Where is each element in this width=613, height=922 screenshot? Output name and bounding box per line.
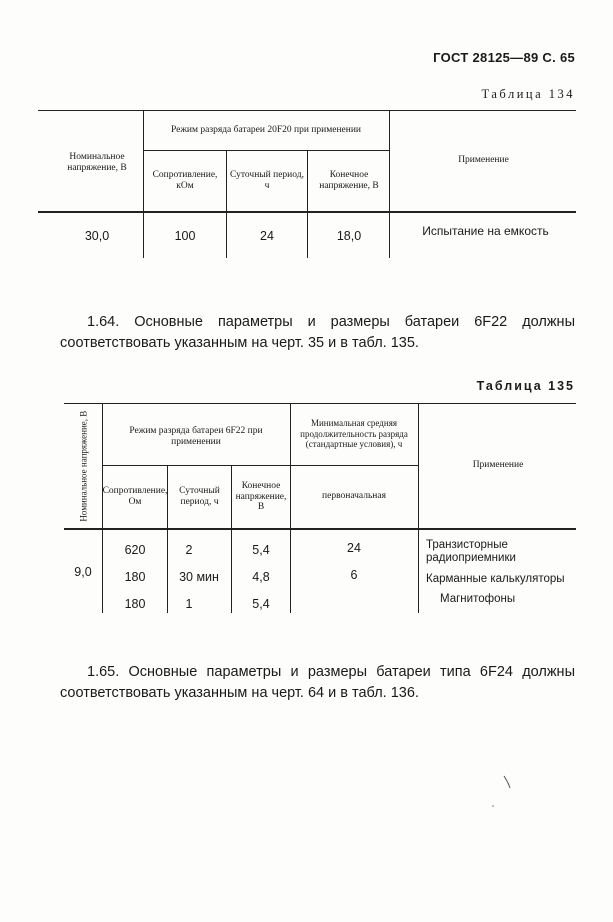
t134-cell-final-voltage: 18,0 xyxy=(336,228,362,243)
t135-r3-period: 1 xyxy=(185,596,193,611)
t134-cell-application: Испытание на емкость xyxy=(422,224,549,239)
t135-r3-application: Магнитофоны xyxy=(440,593,516,606)
table-135-caption: Таблица 135 xyxy=(476,379,575,393)
t134-header-nominal: Номинальное напряжение, В xyxy=(67,151,127,173)
t135-header-period: Суточный период, ч xyxy=(179,486,220,507)
t135-r2-duration: 6 xyxy=(350,567,358,582)
t135-r2-final-voltage: 4,8 xyxy=(252,569,270,584)
t135-header-nominal xyxy=(64,403,102,529)
t135-header-final-voltage: Конечное напряжение, В xyxy=(235,480,287,513)
t135-header-initial: первоначальная xyxy=(322,490,386,501)
t135-cell-nominal: 9,0 xyxy=(74,564,92,579)
paragraph-1-65: 1.65. Основные параметры и размеры батареи типа 6F24 должны соответствовать указанным на черт. 64 и в табл. 136. xyxy=(60,664,575,701)
scan-speck xyxy=(490,772,520,812)
t135-header-nominal-text: Номинальное напряжение, В xyxy=(77,410,88,522)
t135-header-group: Режим разряда батареи 6F22 при применении xyxy=(129,426,263,447)
paragraph-1-64: 1.64. Основные параметры и размеры батареи 6F22 должны соответствовать указанным на черт. 35 и в табл. 135. xyxy=(60,314,575,351)
t134-cell-nominal: 30,0 xyxy=(84,228,110,243)
t134-header-group: Режим разряда батареи 20F20 при применении xyxy=(170,124,362,135)
t135-r1-final-voltage: 5,4 xyxy=(252,542,270,557)
t135-r2-application: Карманные калькуляторы xyxy=(426,573,565,586)
t135-r2-resistance: 180 xyxy=(124,569,146,584)
t135-r2-period: 30 мин xyxy=(179,569,219,584)
t134-header-period: Суточный период, ч xyxy=(230,170,304,191)
t134-cell-resistance: 100 xyxy=(174,228,196,243)
page-header: ГОСТ 28125—89 С. 65 xyxy=(433,50,575,65)
t134-cell-period: 24 xyxy=(260,228,274,243)
t134-header-application: Применение xyxy=(458,154,509,165)
t135-r1-application: Транзисторные радиоприемники xyxy=(426,538,516,564)
t134-header-final-voltage: Конечное напряжение, В xyxy=(319,170,379,191)
t135-r3-final-voltage: 5,4 xyxy=(252,596,270,611)
t135-r1-duration: 24 xyxy=(347,540,361,555)
t135-header-resistance: Сопротивление, Ом xyxy=(102,486,168,507)
table-134-caption: Таблица 134 xyxy=(481,87,575,101)
t135-header-application: Применение xyxy=(472,459,524,470)
t135-header-duration: Минимальная средняя продолжительность разряда (стандартные условия), ч xyxy=(300,418,408,450)
t135-r3-duration xyxy=(292,594,416,614)
t134-header-resistance: Сопротивление, кОм xyxy=(152,170,218,191)
t135-r1-period: 2 xyxy=(185,542,193,557)
t135-r1-resistance: 620 xyxy=(124,542,146,557)
t135-r3-resistance: 180 xyxy=(124,596,146,611)
